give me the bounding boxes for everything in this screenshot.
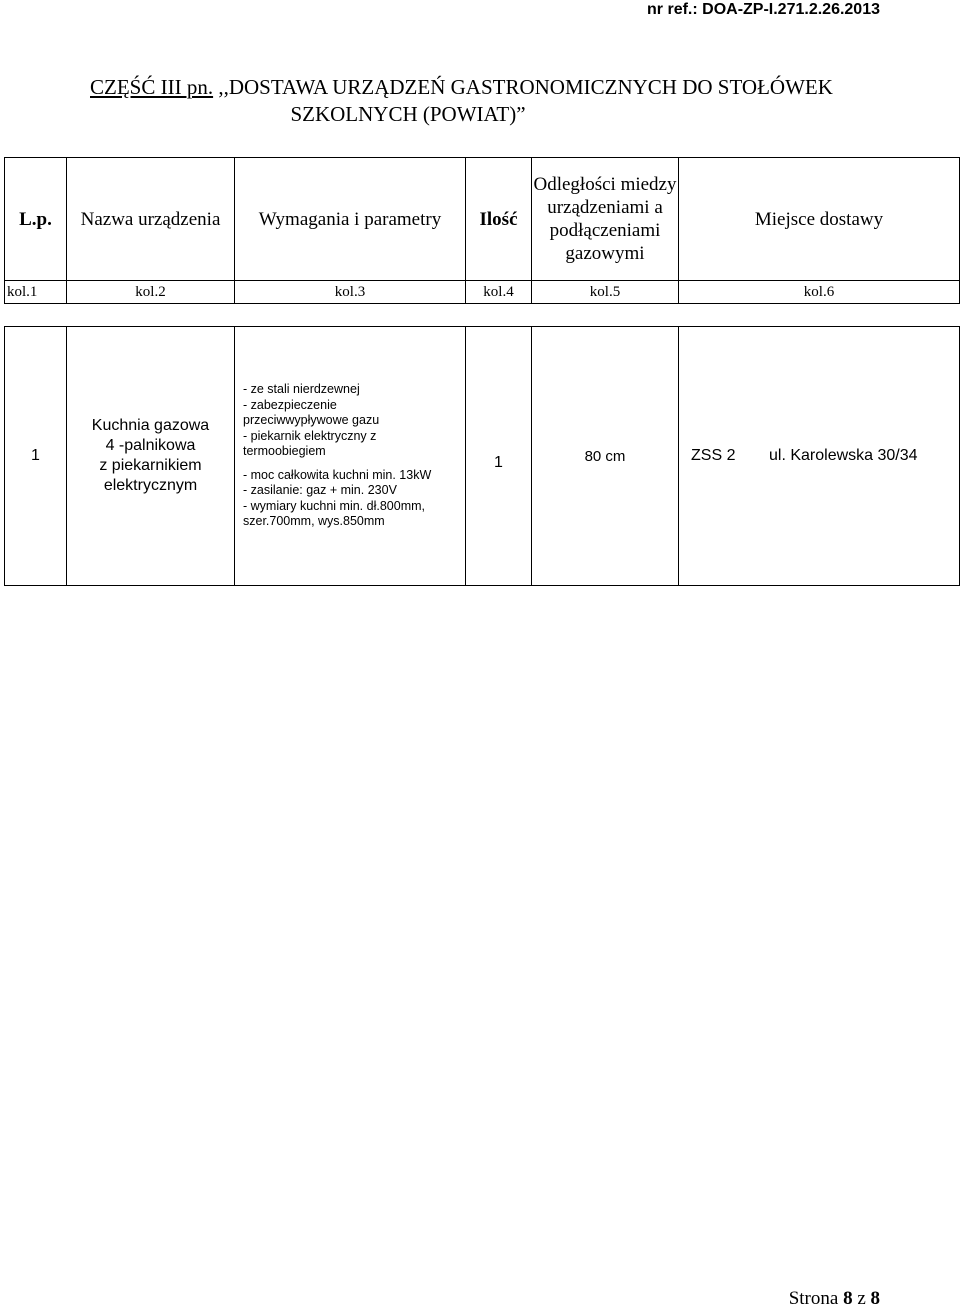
wymagania-line: - ze stali nierdzewnej bbox=[243, 382, 360, 397]
kol-5: kol.5 bbox=[532, 281, 679, 304]
kol-1: kol.1 bbox=[5, 281, 67, 304]
page-footer bbox=[789, 1288, 880, 1310]
footer-z: z bbox=[852, 1288, 871, 1309]
title-line-1: ,,DOSTAWA URZĄDZEŃ GASTRONOMICZNYCH DO STOŁÓWEK bbox=[213, 75, 833, 99]
wymagania-line: - zabezpieczenie bbox=[243, 397, 337, 412]
header-ilosc: Ilość bbox=[466, 158, 532, 281]
row-wymagania bbox=[235, 327, 466, 586]
document-reference: nr ref.: DOA-ZP-I.271.2.26.2013 bbox=[647, 1, 880, 18]
nazwa-line: Kuchnia gazowa bbox=[91, 417, 210, 434]
header-miejsce: Miejsce dostawy bbox=[679, 158, 960, 281]
row-ilosc: 1 bbox=[466, 327, 532, 586]
wymagania-line: szer.700mm, wys.850mm bbox=[243, 514, 385, 529]
table-row bbox=[5, 327, 960, 586]
kol-6: kol.6 bbox=[679, 281, 960, 304]
footer-strona: Strona bbox=[788, 1288, 844, 1309]
kol-2: kol.2 bbox=[67, 281, 235, 304]
wymagania-line: przeciwwypływowe gazu bbox=[243, 413, 380, 428]
footer-page-total: 8 bbox=[870, 1288, 880, 1309]
wymagania-line: - wymiary kuchni min. dł.800mm, bbox=[243, 498, 425, 513]
miejsce-adres: ul. Karolewska 30/34 bbox=[769, 447, 918, 464]
kol-4: kol.4 bbox=[466, 281, 532, 304]
table-header-row bbox=[5, 158, 960, 281]
header-lp: L.p. bbox=[5, 158, 67, 281]
row-lp: 1 bbox=[5, 327, 67, 586]
specification-table bbox=[4, 157, 960, 586]
kol-3: kol.3 bbox=[235, 281, 466, 304]
row-odleglosci: 80 cm bbox=[532, 327, 679, 586]
header-wymagania: Wymagania i parametry bbox=[235, 158, 466, 281]
row-nazwa bbox=[67, 327, 235, 586]
wymagania-line: - moc całkowita kuchni min. 13kW bbox=[243, 467, 432, 482]
wymagania-line: termoobiegiem bbox=[243, 444, 326, 459]
miejsce-szkola: ZSS 2 bbox=[691, 447, 736, 464]
nazwa-line: elektrycznym bbox=[103, 477, 198, 494]
footer-page-number: 8 bbox=[843, 1288, 853, 1309]
wymagania-line: - piekarnik elektryczny z bbox=[243, 428, 377, 443]
header-odleglosci: Odległości miedzy urządzeniami a podłączeniami gazowymi bbox=[532, 158, 679, 281]
document-title bbox=[90, 74, 910, 128]
wymagania-line: - zasilanie: gaz + min. 230V bbox=[243, 483, 397, 498]
header-nazwa: Nazwa urządzenia bbox=[67, 158, 235, 281]
title-line-2: SZKOLNYCH (POWIAT)” bbox=[290, 102, 526, 126]
title-part: CZĘŚĆ III pn. bbox=[90, 75, 214, 99]
column-number-row bbox=[5, 281, 960, 304]
nazwa-line: 4 -palnikowa bbox=[105, 437, 196, 454]
row-miejsce bbox=[679, 327, 960, 586]
spacer-row bbox=[5, 304, 960, 327]
nazwa-line: z piekarnikiem bbox=[99, 457, 202, 474]
